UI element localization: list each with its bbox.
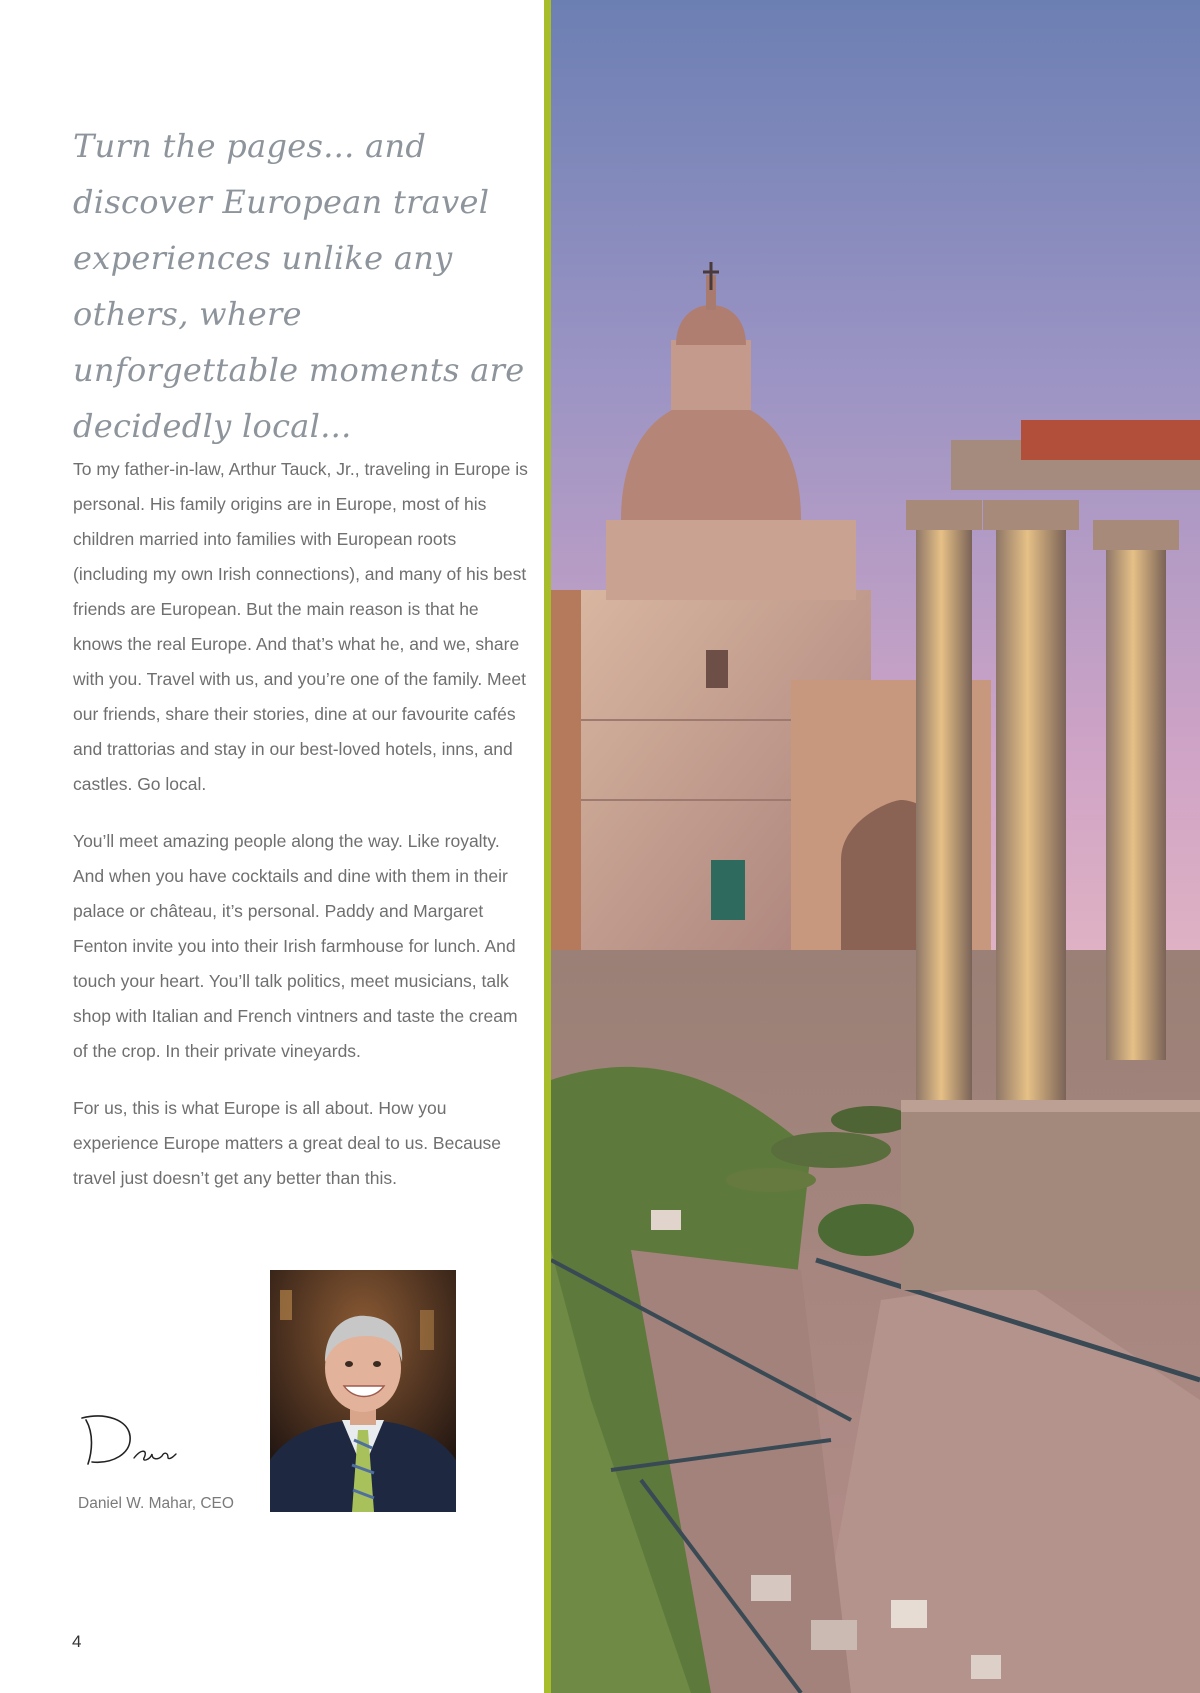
accent-stripe bbox=[544, 0, 551, 1693]
body-text bbox=[73, 452, 528, 1218]
roman-forum-photo bbox=[551, 0, 1200, 1693]
page-number: 4 bbox=[72, 1632, 82, 1651]
body-paragraph-3: For us, this is what Europe is all about. How you experience Europe matters a great deal to us. Because travel just doesn’t get any better than this. bbox=[73, 1098, 502, 1188]
ceo-signature bbox=[76, 1412, 186, 1472]
left-column bbox=[0, 0, 545, 1693]
intro-quote: Turn the pages... and discover European travel experiences unlike any others, where unforgettable moments are decidedly local... bbox=[73, 127, 525, 445]
ceo-portrait-photo bbox=[270, 1270, 456, 1512]
ceo-caption: Daniel W. Mahar, CEO bbox=[78, 1495, 234, 1512]
body-paragraph-1: To my father-in-law, Arthur Tauck, Jr., traveling in Europe is personal. His family origins are in Europe, most of his children married into families with European roots (including my own Irish connections), and many of his best friends are European. But the main reason is that he knows the real Europe. And that’s what he, and we, share with you. Travel with us, and you’re one of the family. Meet our friends, share their stories, dine at our favourite cafés and trattorias and stay in our best-loved hotels, inns, and castles. Go local. bbox=[73, 459, 528, 794]
body-paragraph-2: You’ll meet amazing people along the way. Like royalty. And when you have cocktails and dine with them in their palace or château, it’s personal. Paddy and Margaret Fenton invite you into their Irish farmhouse for lunch. And touch your heart. You’ll talk politics, meet musicians, talk shop with Italian and French vintners and taste the cream of the crop. In their private vineyards. bbox=[73, 831, 518, 1061]
